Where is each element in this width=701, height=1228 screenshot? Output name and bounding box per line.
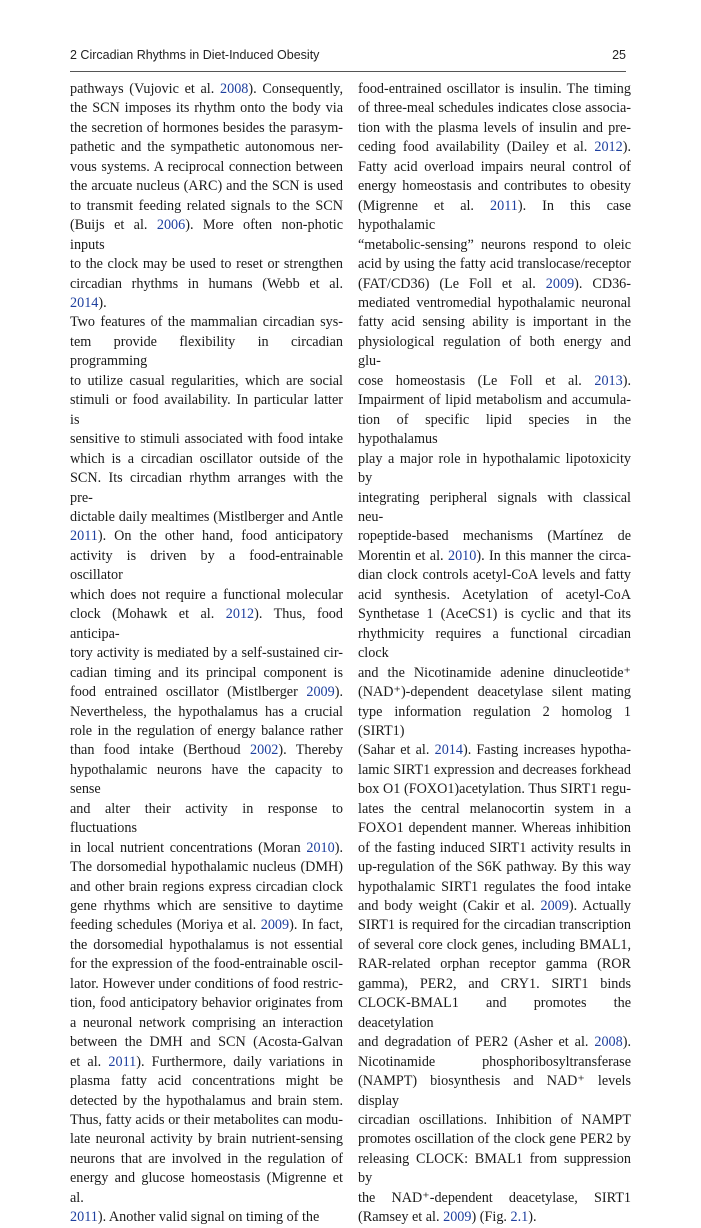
text-run: Fatty acid overload impairs neural control of: [358, 158, 631, 175]
text-run: ). On the other hand, food anticipatory: [97, 528, 343, 545]
text-run: ).: [334, 839, 343, 856]
text-line: [70, 469, 343, 508]
text-run: play a major role in hypothalamic lipotoxicity by: [358, 450, 631, 487]
text-run: of three-meal schedules indicates close associa-: [358, 100, 631, 117]
text-line: [358, 625, 631, 664]
citation-link[interactable]: 2011: [108, 1053, 137, 1070]
text-run: dictable daily mealtimes (Mistlberger and Antle: [70, 508, 343, 525]
text-run: SIRT1 is required for the circadian transcription: [358, 917, 631, 934]
text-line: [70, 586, 343, 605]
text-run: feeding schedules (Moriya et al.: [70, 917, 261, 934]
text-line: [70, 683, 343, 702]
left-text-column: [70, 80, 343, 1228]
text-line: [358, 878, 631, 897]
text-run: than food intake (Berthoud: [70, 742, 250, 759]
text-line: [358, 586, 631, 605]
text-run: the arcuate nucleus (ARC) and the SCN is used: [70, 178, 343, 195]
text-line: [358, 527, 631, 546]
text-line: [358, 566, 631, 585]
text-run: promotes oscillation of the clock gene PER2 by: [358, 1131, 631, 1148]
text-line: [358, 255, 631, 274]
text-run: integrating peripheral signals with classical neu-: [358, 489, 631, 525]
text-line: [70, 80, 343, 99]
text-run: ). CD36-: [574, 275, 631, 292]
text-run: mediated ventromedial hypothalamic neuronal: [358, 294, 631, 311]
text-line: [70, 177, 343, 196]
text-run: to utilize casual regularities, which are social: [70, 372, 343, 389]
text-line: [70, 722, 343, 741]
text-line: [358, 450, 631, 489]
text-line: [70, 99, 343, 118]
text-run: to transmit feeding related signals to the SCN: [70, 197, 343, 214]
text-run: energy homeostasis and contributes to obesity: [358, 178, 631, 195]
text-run: between the DMH and SCN (Acosta-Galvan: [70, 1034, 343, 1051]
text-line: [70, 1092, 343, 1111]
text-run: clock (Mohawk et al.: [70, 606, 226, 623]
text-run: and degradation of PER2 (Asher et al.: [358, 1034, 595, 1051]
text-line: [358, 819, 631, 838]
text-run: Synthetase 1 (AceCS1) is cyclic and that its: [358, 606, 631, 623]
text-line: [358, 1033, 631, 1052]
text-run: box O1 (FOXO1)acetylation. Thus SIRT1 regu-: [358, 781, 631, 798]
text-run: et al.: [70, 1053, 109, 1070]
text-line: [358, 936, 631, 955]
text-line: [70, 741, 343, 760]
text-line: [358, 547, 631, 566]
text-line: [70, 664, 343, 683]
text-line: [358, 411, 631, 450]
text-run: SCN. Its circadian rhythm arranges with the pre-: [70, 470, 343, 506]
text-line: [70, 858, 343, 877]
text-line: [70, 391, 343, 430]
text-run: a neuronal network comprising an interaction: [70, 1014, 343, 1031]
text-line: [358, 275, 631, 294]
text-line: [358, 703, 631, 742]
text-run: rhythmicity requires a functional circadian clock: [358, 625, 631, 662]
citation-link[interactable]: 2009: [260, 917, 290, 934]
text-run: tion with the plasma levels of insulin and pre-: [358, 119, 631, 136]
chapter-title: 2 Circadian Rhythms in Diet-Induced Obesity: [70, 48, 320, 62]
text-run: and other brain regions express circadian clock: [70, 878, 343, 895]
text-line: [70, 955, 343, 974]
text-run: (NAD⁺)-dependent deacetylase silent mating: [358, 684, 631, 701]
text-run: ). In this case hypothalamic: [358, 197, 631, 234]
text-run: ). In this manner the circa-: [476, 547, 631, 564]
text-line: [70, 644, 343, 663]
citation-link[interactable]: 2013: [594, 372, 623, 389]
text-run: tem provide flexibility in circadian programming: [70, 333, 343, 370]
text-line: [70, 897, 343, 916]
text-run: up-regulation of the S6K pathway. By this way: [358, 859, 631, 876]
text-line: [358, 1189, 631, 1208]
text-line: [358, 138, 631, 157]
text-run: (FAT/CD36) (Le Foll et al.: [358, 275, 546, 292]
text-line: [70, 430, 343, 449]
text-line: [358, 1053, 631, 1072]
text-run: “metabolic-sensing” neurons respond to oleic: [358, 236, 631, 253]
citation-link[interactable]: 2009: [545, 275, 575, 292]
text-run: CLOCK-BMAL1 and promotes the deacetylation: [358, 995, 631, 1031]
text-line: [358, 994, 631, 1033]
text-run: vous systems. A reciprocal connection between: [70, 158, 343, 175]
text-line: [358, 839, 631, 858]
citation-link[interactable]: 2010: [306, 839, 335, 856]
text-line: [70, 138, 343, 157]
text-run: plasma fatty acid concentrations might be: [70, 1073, 343, 1090]
citation-link[interactable]: 2014: [70, 294, 99, 311]
text-run: ).: [622, 139, 631, 156]
citation-link[interactable]: 2008: [594, 1034, 623, 1051]
text-line: [70, 994, 343, 1013]
text-run: ).: [622, 372, 631, 389]
text-line: [70, 1150, 343, 1169]
text-line: [70, 547, 343, 586]
text-line: [70, 839, 343, 858]
text-run: ) (Fig.: [471, 1209, 511, 1226]
text-run: the secretion of hormones besides the parasym-: [70, 119, 343, 136]
text-line: [70, 158, 343, 177]
text-run: circadian oscillations. Inhibition of NAMPT: [358, 1112, 631, 1129]
text-run: tory activity is mediated by a self-sustained cir-: [70, 645, 343, 662]
text-line: [70, 703, 343, 722]
text-line: [358, 158, 631, 177]
text-run: physiological regulation of both energy and glu-: [358, 333, 631, 370]
text-line: [358, 761, 631, 780]
text-run: tion, food anticipatory behavior originates from: [70, 995, 343, 1012]
text-line: [358, 897, 631, 916]
citation-link[interactable]: 2.1: [510, 1209, 529, 1226]
text-line: [70, 527, 343, 546]
page-number: 25: [612, 48, 626, 62]
citation-link[interactable]: 2012: [225, 606, 255, 623]
text-run: Two features of the mammalian circadian sys-: [70, 314, 343, 331]
citation-link[interactable]: 2009: [540, 898, 569, 915]
text-run: the dorsomedial hypothalamus is not essential: [70, 936, 343, 953]
text-run: lator. However under conditions of food restric-: [70, 975, 343, 992]
text-run: fatty acid sensing ability is important in the: [358, 314, 631, 331]
text-line: [70, 450, 343, 469]
text-run: gene rhythms which are sensitive to daytime: [70, 898, 343, 915]
text-run: pathetic and the sympathetic autonomous ner-: [70, 139, 343, 156]
text-line: [70, 255, 343, 274]
text-run: cadian timing and its principal component is: [70, 664, 343, 681]
text-run: the NAD⁺-dependent deacetylase, SIRT1: [358, 1189, 631, 1206]
text-run: Morentin et al.: [358, 547, 448, 564]
text-line: [358, 1150, 631, 1189]
text-run: (Buijs et al.: [70, 217, 157, 234]
citation-link[interactable]: 2012: [594, 139, 623, 156]
text-run: energy and glucose homeostasis (Migrenne et al.: [70, 1170, 343, 1206]
text-run: hypothalamic neurons have the capacity to sense: [70, 761, 343, 798]
text-line: [358, 916, 631, 935]
text-run: gamma), PER2, and CRY1. SIRT1 binds: [358, 975, 631, 992]
text-line: [358, 955, 631, 974]
text-line: [70, 313, 343, 332]
text-run: FOXO1 dependent manner. Whereas inhibition: [358, 820, 631, 837]
header-rule: [70, 71, 626, 72]
citation-link[interactable]: 2009: [306, 684, 335, 701]
text-run: ). More often non-photic inputs: [70, 217, 343, 253]
text-line: [358, 741, 631, 760]
text-run: the SCN imposes its rhythm onto the body via: [70, 100, 343, 117]
text-run: ).: [334, 684, 343, 701]
text-run: tion of specific lipid species in the hypothalamus: [358, 411, 631, 448]
text-run: food-entrained oscillator is insulin. The timing: [358, 81, 631, 97]
text-run: ). Actually: [568, 898, 631, 915]
text-run: ceding food availability (Dailey et al.: [358, 139, 595, 156]
running-header: [70, 48, 626, 68]
text-run: for the expression of the food-entrainable oscil-: [70, 956, 343, 973]
citation-link[interactable]: 2011: [70, 528, 98, 545]
text-line: [70, 1072, 343, 1091]
text-run: ). Thus, food anticipa-: [70, 606, 343, 642]
citation-link[interactable]: 2006: [156, 217, 186, 234]
text-line: [70, 1130, 343, 1149]
text-run: neurons that are involved in the regulation of: [70, 1150, 343, 1167]
text-run: pathways (Vujovic et al.: [70, 81, 220, 97]
text-run: ).: [622, 1034, 631, 1051]
text-line: [70, 1111, 343, 1130]
citation-link[interactable]: 2002: [250, 742, 279, 759]
text-run: of the fasting induced SIRT1 activity results in: [358, 839, 631, 856]
text-line: [358, 99, 631, 118]
text-line: [358, 372, 631, 391]
text-run: Impairment of lipid metabolism and accumula-: [358, 392, 631, 409]
text-line: [358, 683, 631, 702]
text-line: [358, 1208, 631, 1227]
text-run: and body weight (Cakir et al.: [358, 898, 541, 915]
text-line: [358, 858, 631, 877]
text-run: to the clock may be used to reset or strengthen: [70, 256, 343, 273]
text-run: which is a circadian oscillator outside of the: [70, 450, 343, 467]
text-run: Thus, fatty acids or their metabolites can modu-: [70, 1112, 343, 1129]
text-run: ).: [98, 294, 107, 311]
text-run: (NAMPT) biosynthesis and NAD⁺ levels display: [358, 1073, 631, 1109]
text-run: which does not require a functional molecular: [70, 586, 343, 603]
text-line: [70, 1208, 343, 1227]
citation-link[interactable]: 2014: [434, 742, 463, 759]
text-run: cose homeostasis (Le Foll et al.: [358, 372, 595, 389]
text-run: acid synthesis. Acetylation of acetyl-CoA: [358, 586, 631, 603]
text-line: [358, 80, 631, 99]
text-line: [70, 508, 343, 527]
text-run: ). In fact,: [289, 917, 343, 934]
text-run: hypothalamic SIRT1 regulates the food intake: [358, 878, 631, 895]
text-line: [70, 1033, 343, 1052]
text-line: [358, 333, 631, 372]
text-run: in local nutrient concentrations (Moran: [70, 839, 307, 856]
text-line: [70, 975, 343, 994]
text-run: circadian rhythms in humans (Webb et al.: [70, 275, 343, 292]
text-line: [70, 333, 343, 372]
text-run: activity is driven by a food-entrainable oscillator: [70, 547, 343, 584]
text-run: of several core clock genes, including BMAL1,: [358, 936, 631, 953]
text-line: [358, 800, 631, 819]
text-line: [358, 313, 631, 332]
text-run: sensitive to stimuli associated with food intake: [70, 431, 343, 448]
text-line: [358, 1072, 631, 1111]
text-line: [70, 916, 343, 935]
text-line: [358, 236, 631, 255]
text-line: [358, 780, 631, 799]
text-run: late neuronal activity by brain nutrient-sensing: [70, 1131, 343, 1148]
text-line: [70, 1169, 343, 1208]
text-run: detected by the hypothalamus and brain stem.: [70, 1092, 343, 1109]
text-line: [358, 489, 631, 528]
citation-link[interactable]: 2011: [70, 1209, 98, 1226]
text-line: [358, 975, 631, 994]
text-run: food entrained oscillator (Mistlberger: [70, 684, 307, 701]
text-line: [70, 761, 343, 800]
text-run: type information regulation 2 homolog 1 (SIRT1): [358, 703, 631, 739]
text-run: lamic SIRT1 expression and decreases forkhead: [358, 761, 631, 778]
text-run: ). Thereby: [278, 742, 343, 759]
text-run: releasing CLOCK: BMAL1 from suppression by: [358, 1150, 631, 1187]
right-text-column: [358, 80, 631, 1228]
text-run: Nicotinamide phosphoribosyltransferase: [358, 1053, 631, 1070]
text-run: ). Consequently,: [248, 81, 343, 97]
text-line: [70, 119, 343, 138]
text-line: [358, 391, 631, 410]
text-run: dian clock controls acetyl-CoA levels and fatty: [358, 567, 631, 584]
text-line: [358, 119, 631, 138]
text-line: [70, 878, 343, 897]
text-line: [358, 664, 631, 683]
text-line: [358, 197, 631, 236]
text-run: ). Fasting increases hypotha-: [462, 742, 631, 759]
text-line: [358, 177, 631, 196]
text-line: [70, 197, 343, 216]
text-line: [70, 216, 343, 255]
text-line: [358, 1111, 631, 1130]
text-line: [70, 1053, 343, 1072]
text-run: (Sahar et al.: [358, 742, 435, 759]
text-line: [70, 800, 343, 839]
text-run: and the Nicotinamide adenine dinucleotide⁺: [358, 664, 631, 681]
text-line: [70, 275, 343, 314]
text-run: (Ramsey et al.: [358, 1209, 444, 1226]
text-run: acid by using the fatty acid translocase/receptor: [358, 256, 631, 273]
text-run: ). Furthermore, daily variations in: [136, 1053, 343, 1070]
text-line: [70, 605, 343, 644]
text-run: ). Another valid signal on timing of the: [97, 1209, 320, 1226]
text-run: ropeptide-based mechanisms (Martínez de: [358, 528, 631, 545]
text-run: stimuli or food availability. In particular latter is: [70, 392, 343, 428]
text-line: [70, 1014, 343, 1033]
citation-link[interactable]: 2008: [220, 81, 249, 97]
text-run: (Migrenne et al.: [358, 197, 491, 214]
text-line: [358, 605, 631, 624]
text-line: [70, 936, 343, 955]
text-run: and alter their activity in response to fluctuations: [70, 800, 343, 837]
text-line: [70, 372, 343, 391]
text-run: RAR-related orphan receptor gamma (ROR: [358, 956, 631, 973]
text-line: [358, 294, 631, 313]
text-line: [358, 1130, 631, 1149]
text-run: Nevertheless, the hypothalamus has a crucial: [70, 703, 343, 720]
text-run: The dorsomedial hypothalamic nucleus (DMH): [70, 859, 343, 876]
citation-link[interactable]: 2009: [443, 1209, 472, 1226]
text-run: ).: [528, 1209, 537, 1226]
citation-link[interactable]: 2010: [447, 547, 477, 564]
citation-link[interactable]: 2011: [490, 197, 518, 214]
text-run: role in the regulation of energy balance rather: [70, 722, 343, 739]
text-run: lates the central melanocortin system in a: [358, 800, 631, 817]
